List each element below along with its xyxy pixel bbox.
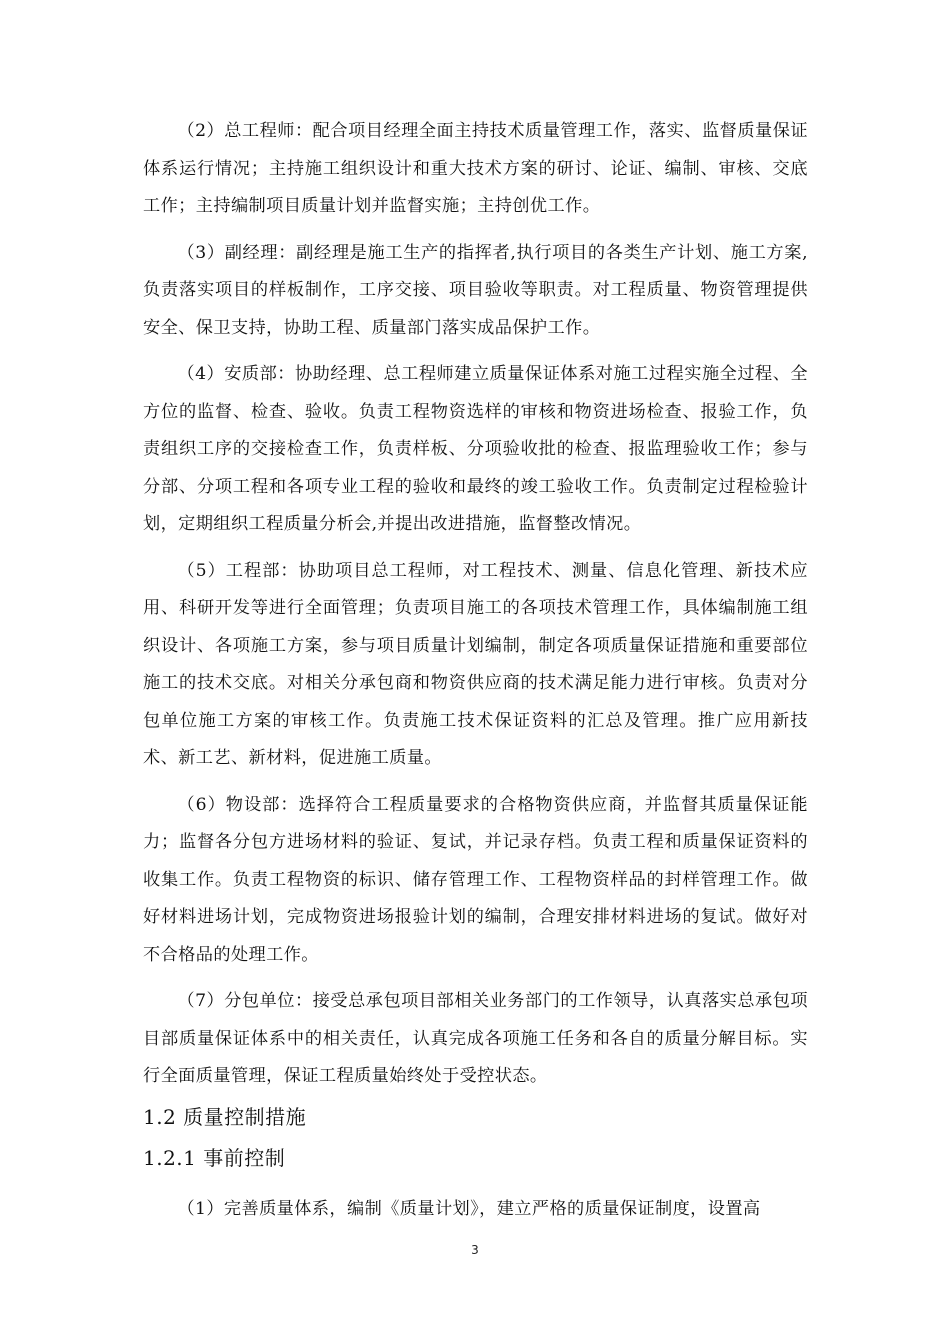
paragraph-engineering-dept: （5）工程部：协助项目总工程师，对工程技术、测量、信息化管理、新技术应用、科研开发等进行全面管理；负责项目施工的各项技术管理工作，具体编制施工组织设计、各项施工方案，参与项目质量计划编制，制定各项质量保证措施和重要部位施工的技术交底。对相关分承包商和物资供应商的技术满足能力进行审核。负责对分包单位施工方案的审核工作。负责施工技术保证资料的汇总及管理。推广应用新技术、新工艺、新材料，促进施工质量。 bbox=[143, 560, 808, 768]
section-heading-1-2: 1.2 质量控制措施 bbox=[143, 1104, 307, 1129]
paragraph-deputy-manager: （3）副经理：副经理是施工生产的指挥者,执行项目的各类生产计划、施工方案,负责落实项目的样板制作，工序交接、项目验收等职责。对工程质量、物资管理提供安全、保卫支持，协助工程、质量部门落实成品保护工作。 bbox=[143, 242, 808, 338]
paragraph-materials-dept: （6）物设部：选择符合工程质量要求的合格物资供应商，并监督其质量保证能力；监督各分包方进场材料的验证、复试，并记录存档。负责工程和质量保证资料的收集工作。负责工程物资的标识、储存管理工作、工程物资样品的封样管理工作。做好材料进场计划，完成物资进场报验计划的编制，合理安排材料进场的复试。做好对不合格品的处理工作。 bbox=[143, 794, 808, 965]
page-number: 3 bbox=[471, 1243, 479, 1257]
section-heading-1-2-1: 1.2.1 事前控制 bbox=[143, 1145, 286, 1170]
paragraph-quality-system: （1）完善质量体系，编制《质量计划》，建立严格的质量保证制度，设置高 bbox=[177, 1198, 761, 1219]
paragraph-chief-engineer: （2）总工程师：配合项目经理全面主持技术质量管理工作，落实、监督质量保证体系运行情况；主持施工组织设计和重大技术方案的研讨、论证、编制、审核、交底工作；主持编制项目质量计划并监督实施；主持创优工作。 bbox=[143, 121, 808, 216]
page-content bbox=[143, 113, 808, 1228]
paragraph-safety-quality-dept: （4）安质部：协助经理、总工程师建立质量保证体系对施工过程实施全过程、全方位的监督、检查、验收。负责工程物资选样的审核和物资进场检查、报验工作，负责组织工序的交接检查工作，负责样板、分项验收批的检查、报监理验收工作；参与分部、分项工程和各项专业工程的验收和最终的竣工验收工作。负责制定过程检验计划，定期组织工程质量分析会,并提出改进措施，监督整改情况。 bbox=[143, 364, 808, 534]
paragraph-subcontractor: （7）分包单位：接受总承包项目部相关业务部门的工作领导，认真落实总承包项目部质量保证体系中的相关责任，认真完成各项施工任务和各自的质量分解目标。实行全面质量管理，保证工程质量始终处于受控状态。 bbox=[143, 991, 808, 1086]
